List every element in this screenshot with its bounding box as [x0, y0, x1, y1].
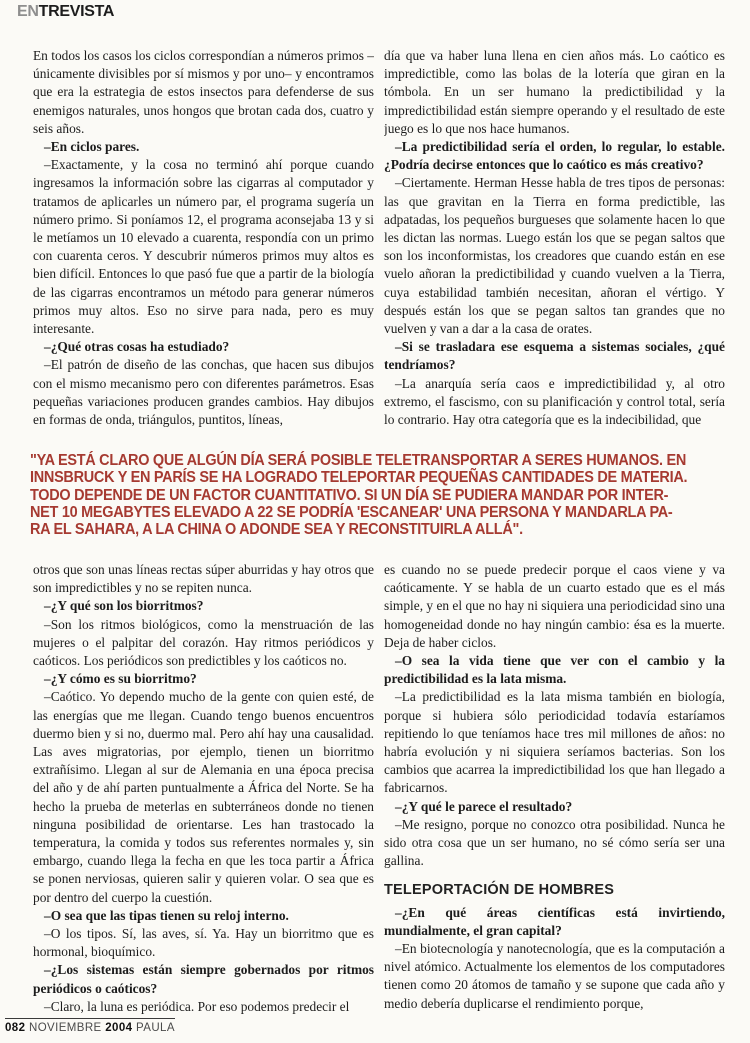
article-column-right-bottom [384, 561, 725, 1031]
article-paragraph: En todos los casos los ciclos correspondían a números primos –únicamente divisibles por sí mismos y por uno– y encontramos que era la estrategia de estos insectos para defenderse de sus enemigos naturales, unos hongos que brotan cada dos, cuatro y seis años. [33, 48, 374, 136]
article-paragraph: –Me resigno, porque no conozco otra posibilidad. Nunca he sido otra cosa que un ser humano, no sé cómo sería ser una gallina. [384, 816, 725, 869]
article-paragraph: –Claro, la luna es periódica. Por eso podemos predecir el [44, 998, 350, 1014]
footer-magazine: PAULA [136, 1022, 175, 1034]
footer-page-number: 082 [5, 1022, 26, 1034]
interview-question: –O sea que las tipas tienen su reloj interno. [44, 907, 289, 923]
article-paragraph: otros que son unas líneas rectas súper aburridas y hay otros que son impredictibles y no se repiten nunca. [33, 562, 374, 596]
pull-quote-line: NET 10 MEGABYTES ELEVADO A 22 SE PODRÍA 'ESCANEAR' UNA PERSONA Y MANDARLA PA- [30, 503, 673, 521]
interview-question: –¿Los sistemas están siempre gobernados por ritmos periódicos o caóticos? [33, 962, 374, 996]
interview-question: –¿Y cómo es su biorritmo? [44, 671, 197, 687]
article-paragraph: –Ciertamente. Herman Hesse habla de tres tipos de personas: las que gravitan en la Tierra en forma predictible, las adpatadas, los pequeños burgueses que solamente hacen lo que les dictan las normas. Luego están los que se pegan saltos que son los inconformistas, los creadores que cuando están en ese vuelo añoran la predictibilidad y cuando vuelven a la Tierra, cuya estabilidad también necesitan, añoran el vértigo. Y después están los que se pegan saltos tan grandes que no vuelven y van a dar a la casa de orates. [384, 175, 725, 337]
interview-question: –¿Y qué son los biorritmos? [44, 598, 204, 614]
pull-quote-line: RA EL SAHARA, A LA CHINA O ADONDE SEA Y RECONSTITUIRLA ALLÁ". [30, 521, 523, 539]
article-paragraph: día que va haber luna llena en cien años más. Lo caótico es impredictible, como las bolas de la lotería que giran en la tómbola. En un ser humano la predictibilidad y la impredictibilidad están siempre operando y el resultado de este juego es lo que nos hace humanos. [384, 48, 725, 136]
article-paragraph: –O los tipos. Sí, las aves, sí. Ya. Hay un biorritmo que es hormonal, bioquímico. [33, 926, 374, 960]
article-column-left-bottom [33, 561, 374, 1019]
masthead-prefix: EN [17, 3, 39, 20]
section-masthead [17, 3, 114, 21]
article-column-right-top [384, 47, 725, 450]
interview-question: –Si se trasladara ese esquema a sistemas sociales, ¿qué tendríamos? [384, 339, 725, 373]
interview-question: –¿Qué otras cosas ha estudiado? [44, 339, 230, 355]
article-paragraph: –Exactamente, y la cosa no terminó ahí porque cuando ingresamos la información sobre las cigarras al computador y tratamos de aplicarles un número par, el programa sugería un número primo. Si poníamos 12, el programa aconsejaba 13 y si le metíamos un 10 elevado a cuarenta, respondía con un primo con cuarenta ceros. Y descubrir números primos muy altos es bien difícil. Entonces lo que pasó fue que a partir de la biología de las cigarras encontramos un método para generar números primos muy altos. Eso no sirve para nada, pero es muy interesante. [33, 157, 374, 337]
footer-year: 2004 [105, 1022, 133, 1034]
pull-quote-line: INNSBRUCK Y EN PARÍS SE HA LOGRADO TELEPORTAR PEQUEÑAS CANTIDADES DE MATERIA. [30, 469, 688, 487]
masthead-rest: TREVISTA [38, 3, 115, 20]
article-paragraph: es cuando no se puede predecir porque el caos viene y va caóticamente. Y se habla de un cuarto estado que es el más simple, y en el que no hay ni siquiera una periodicidad sino una homogeneidad donde no hay ningún cambio: ésa es la muerte. Deja de haber ciclos. [384, 562, 725, 650]
article-paragraph: –La predictibilidad es la lata misma también en biología, porque si hubiera sólo periodicidad todavía estaríamos repitiendo lo que teníamos hace tres mil millones de años: no habría evolución y ni siquiera seríamos bacterias. Son los cambios que acarrea la impredictibilidad los que han llegado a fabricarnos. [384, 689, 725, 796]
interview-question: –¿En qué áreas científicas está invirtiendo, mundialmente, el gran capital? [384, 904, 725, 938]
article-paragraph: –En biotecnología y nanotecnología, que es la computación a nivel atómico. Actualmente los elementos de los computadores tienen como 20 átomos de tamaño y se supone que cada año y medio debería duplicarse el rendimiento porque, [384, 941, 725, 1011]
article-paragraph: –Caótico. Yo dependo mucho de la gente con quien esté, de las energías que me llegan. Cuando tengo buenos encuentros duermo bien y si no, duermo mal. Pero ahí hay una causalidad. Las aves migratorias, por ejemplo, tienen un biorritmo extrañísimo. Llegan al sur de Alemania en una época precisa del año y de ahí parten puntualmente a África del Norte. Se ha hecho la prueba de meterlas en subterráneos donde no tienen ninguna posibilidad de orientarse. Les han trastocado la temperatura, la comida y todos sus referentes normales y, sin embargo, cuando llega la fecha en que les toca partir a África se ponen nerviosas, quieren salir y quieren volar. O sea que es por dentro del cuerpo la cuestión. [33, 689, 374, 905]
footer-rule [5, 1018, 175, 1019]
article-column-left-top [33, 47, 374, 450]
interview-question: –En ciclos pares. [44, 139, 140, 155]
section-heading: TELEPORTACIÓN DE HOMBRES [384, 882, 615, 899]
interview-question: –La predictibilidad sería el orden, lo regular, lo estable. ¿Podría decirse entonces que lo caótico es más creativo? [384, 139, 725, 173]
interview-question: –¿Y qué le parece el resultado? [395, 798, 573, 814]
pull-quote-line: "YA ESTÁ CLARO QUE ALGÚN DÍA SERÁ POSIBLE TELETRANSPORTAR A SERES HUMANOS. EN [30, 452, 687, 469]
article-paragraph: –El patrón de diseño de las conchas, que hacen sus dibujos con el mismo mecanismo pero con diferentes parámetros. Esas pequeñas variaciones producen grandes cambios. Hay dibujos en formas de onda, triángulos, puntitos, líneas, [33, 357, 374, 428]
pull-quote-line: TODO DEPENDE DE UN FACTOR CUANTITATIVO. SI UN DÍA SE PUDIERA MANDAR POR INTER- [30, 486, 669, 504]
pull-quote [30, 452, 705, 538]
footer-month: NOVIEMBRE [29, 1022, 102, 1034]
article-paragraph: –La anarquía sería caos e impredictibilidad y, al otro extremo, el fascismo, con su planificación y control total, sería lo contrario. Hay otra categoría que es la indecibilidad, que [384, 375, 725, 428]
page-footer [5, 1018, 175, 1034]
article-paragraph: –Son los ritmos biológicos, como la menstruación de las mujeres o el palpitar del corazón. Hay ritmos periódicos y caóticos. Los periódicos son predictibles y los caóticos no. [33, 616, 374, 669]
interview-question: –O sea la vida tiene que ver con el cambio y la predictibilidad es la lata misma. [384, 653, 725, 687]
